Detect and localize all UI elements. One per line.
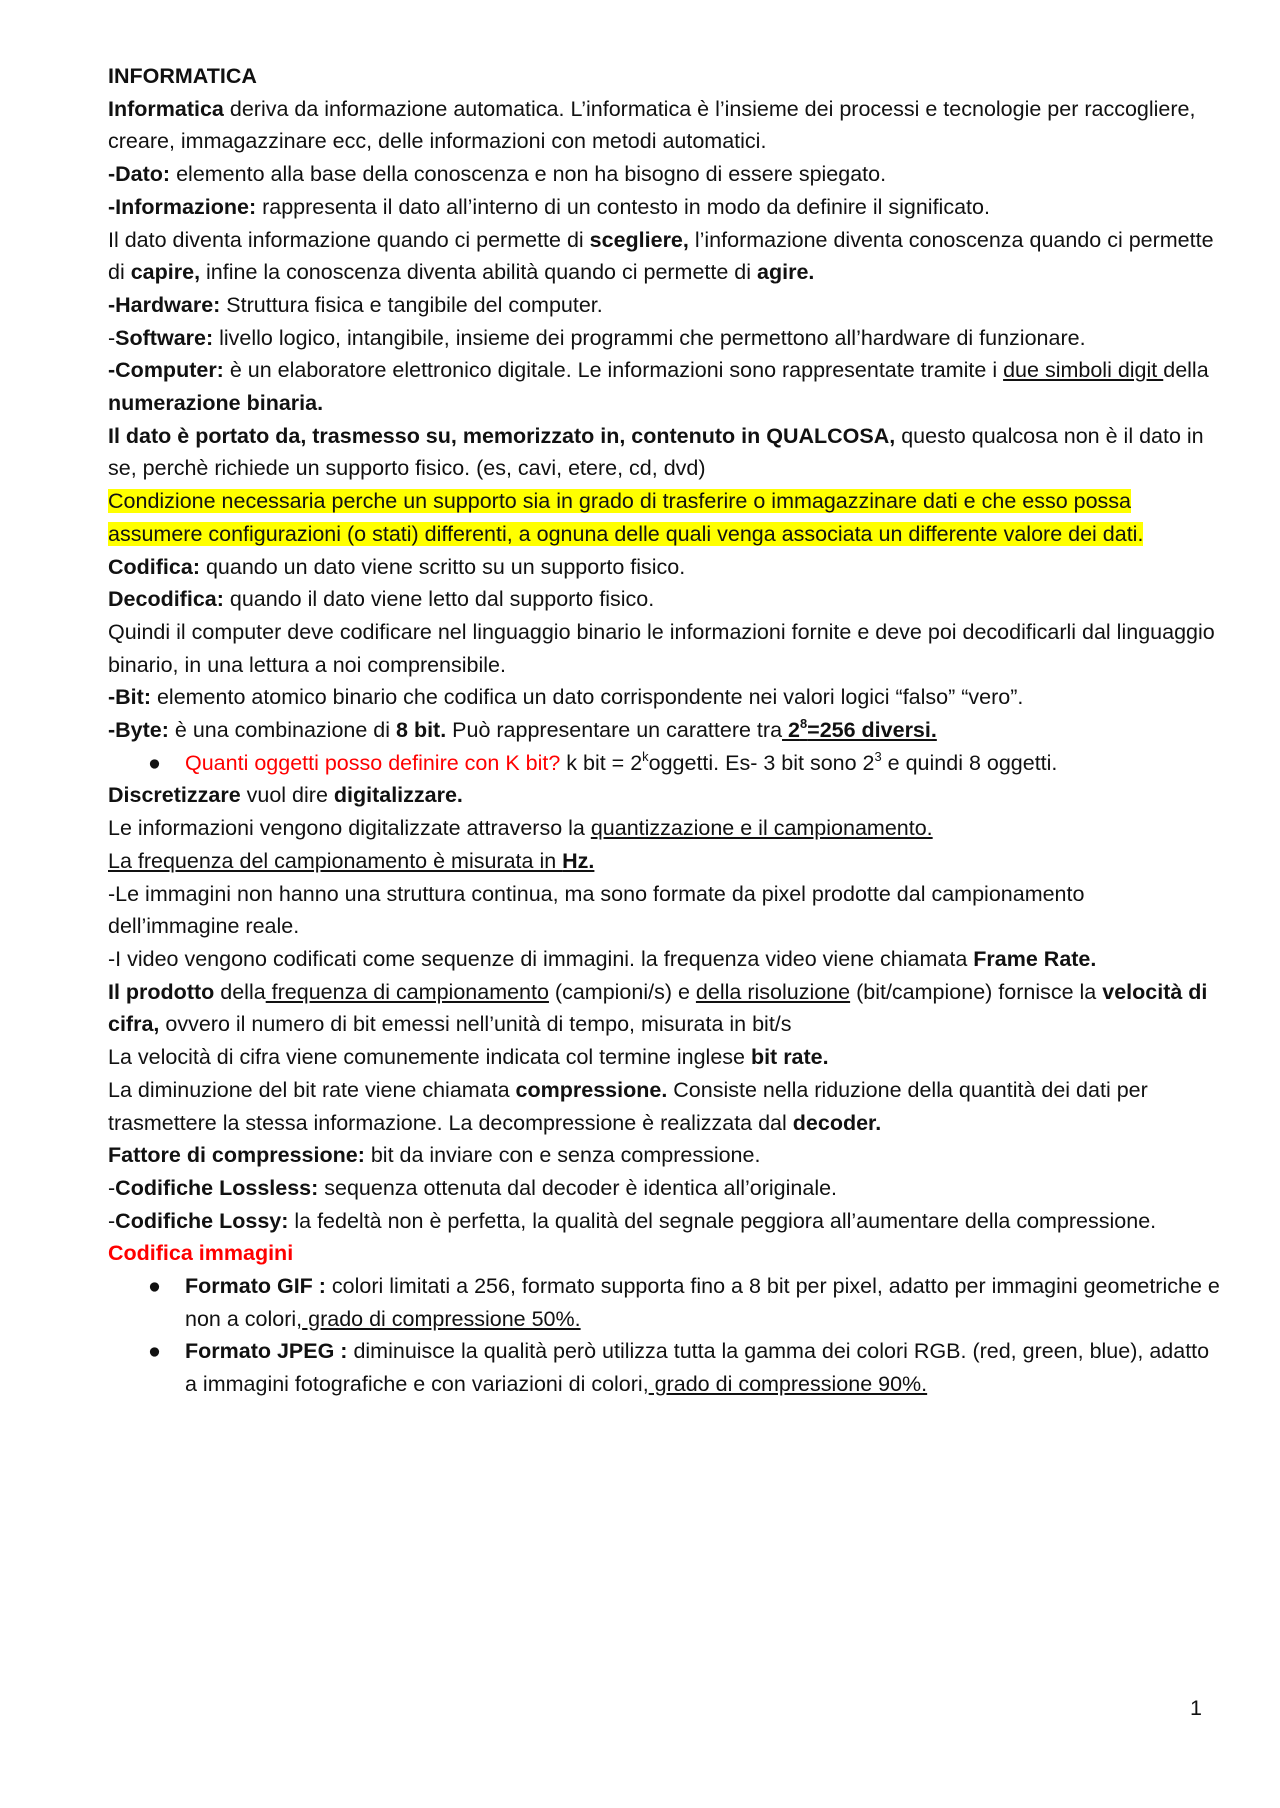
paragraph-supporto: Il dato è portato da, trasmesso su, memorizzato in, contenuto in QUALCOSA, questo qualcosa non è il dato in se, perchè richiede un supporto fisico. (es, cavi, etere, cd, dvd) xyxy=(108,423,1204,481)
paragraph-discretizzare: Discretizzare vuol dire digitalizzare. xyxy=(108,783,463,808)
paragraph-frequenza: La frequenza del campionamento è misurata in Hz. xyxy=(108,848,595,873)
bullet-icon: ● xyxy=(148,750,161,775)
definition-byte: -Byte: è una combinazione di 8 bit. Può rappresentare un carattere tra $2^8=256$ diversi. xyxy=(108,716,937,743)
page-number: 1 xyxy=(1190,1696,1202,1720)
definition-fattore: Fattore di compressione: bit da inviare con e senza compressione. xyxy=(108,1143,761,1168)
definition-hardware: -Hardware: Struttura fisica e tangibile del computer. xyxy=(108,292,603,317)
paragraph-immagini: -Le immagini non hanno una struttura continua, ma sono formate da pixel prodotte dal campionamento dell’immagine reale. xyxy=(108,881,1085,939)
list-item-jpeg: ● Formato JPEG : diminuisce la qualità però utilizza tutta la gamma dei colori RGB. (red, green, blue), adatto a immagini fotografiche e con variazioni di colori, grado di compressione 90%. xyxy=(108,1335,1220,1400)
definition-informazione: -Informazione: rappresenta il dato all’interno di un contesto in modo da definire il significato. xyxy=(108,194,990,219)
section-title-codifica-immagini: Codifica immagini xyxy=(108,1241,294,1266)
definition-software: -Software: livello logico, intangibile, insieme dei programmi che permettono all’hardware di funzionare. xyxy=(108,325,1086,350)
paragraph-informatica: Informatica deriva da informazione automatica. L’informatica è l’insieme dei processi e tecnologie per raccogliere, creare, immagazzinare ecc, delle informazioni con metodi automatici. xyxy=(108,96,1196,154)
definition-computer: -Computer: è un elaboratore elettronico digitale. Le informazioni sono rappresentate tramite i due simboli digit della numerazione binaria. xyxy=(108,358,1209,416)
list-item-gif: ● Formato GIF : colori limitati a 256, formato supporta fino a 8 bit per pixel, adatto per immagini geometriche e non a colori, grado di compressione 50%. xyxy=(108,1270,1220,1335)
definition-lossy: -Codifiche Lossy: la fedeltà non è perfetta, la qualità del segnale peggiora all’aumentare della compressione. xyxy=(108,1208,1157,1233)
definition-lossless: -Codifiche Lossless: sequenza ottenuta dal decoder è identica all’originale. xyxy=(108,1175,838,1200)
paragraph-bitrate: La velocità di cifra viene comunemente indicata col termine inglese bit rate. xyxy=(108,1045,829,1070)
list-item: ● Quanti oggetti posso definire con K bit? k bit = $2^koggetti$. Es- 3 bit sono $2^3$ e quindi 8 oggetti. xyxy=(108,747,1220,780)
bullet-icon: ● xyxy=(148,1339,161,1364)
document-page xyxy=(108,60,1220,1401)
paragraph-compressione: La diminuzione del bit rate viene chiamata compressione. Consiste nella riduzione della quantità dei dati per trasmettere la stessa informazione. La decompressione è realizzata dal decoder. xyxy=(108,1077,1148,1135)
definition-dato: -Dato: elemento alla base della conoscenza e non ha bisogno di essere spiegato. xyxy=(108,162,887,187)
paragraph-sequence: Il dato diventa informazione quando ci permette di scegliere, l’informazione diventa conoscenza quando ci permette di capire, infine la conoscenza diventa abilità quando ci permette di agire. xyxy=(108,227,1214,285)
bullet-icon: ● xyxy=(148,1274,161,1299)
definition-decodifica: Decodifica: quando il dato viene letto dal supporto fisico. xyxy=(108,587,655,612)
paragraph-video: -I video vengono codificati come sequenze di immagini. la frequenza video viene chiamata Frame Rate. xyxy=(108,946,1097,971)
formats-list xyxy=(108,1270,1220,1401)
definition-bit: -Bit: elemento atomico binario che codifica un dato corrispondente nei valori logici “falso” “vero”. xyxy=(108,685,1024,710)
paragraph-prodotto: Il prodotto della frequenza di campionamento (campioni/s) e della risoluzione (bit/campione) fornisce la velocità di cifra, ovvero il numero di bit emessi nell’unità di tempo, misurata in bit/s xyxy=(108,979,1208,1037)
paragraph-quindi: Quindi il computer deve codificare nel linguaggio binario le informazioni fornite e deve poi decodificarli dal linguaggio binario, in una lettura a noi comprensibile. xyxy=(108,619,1215,677)
kbit-list xyxy=(108,747,1220,780)
definition-codifica: Codifica: quando un dato viene scritto su un supporto fisico. xyxy=(108,554,686,579)
document-title: INFORMATICA xyxy=(108,64,257,88)
highlighted-condition: Condizione necessaria perche un supporto sia in grado di trasferire o immagazzinare dati e che esso possa assumere configurazioni (o stati) differenti, a ognuna delle quali venga associata un differente valore dei dati. xyxy=(108,489,1144,546)
paragraph-digitalizzate: Le informazioni vengono digitalizzate attraverso la quantizzazione e il campionamento. xyxy=(108,816,933,841)
